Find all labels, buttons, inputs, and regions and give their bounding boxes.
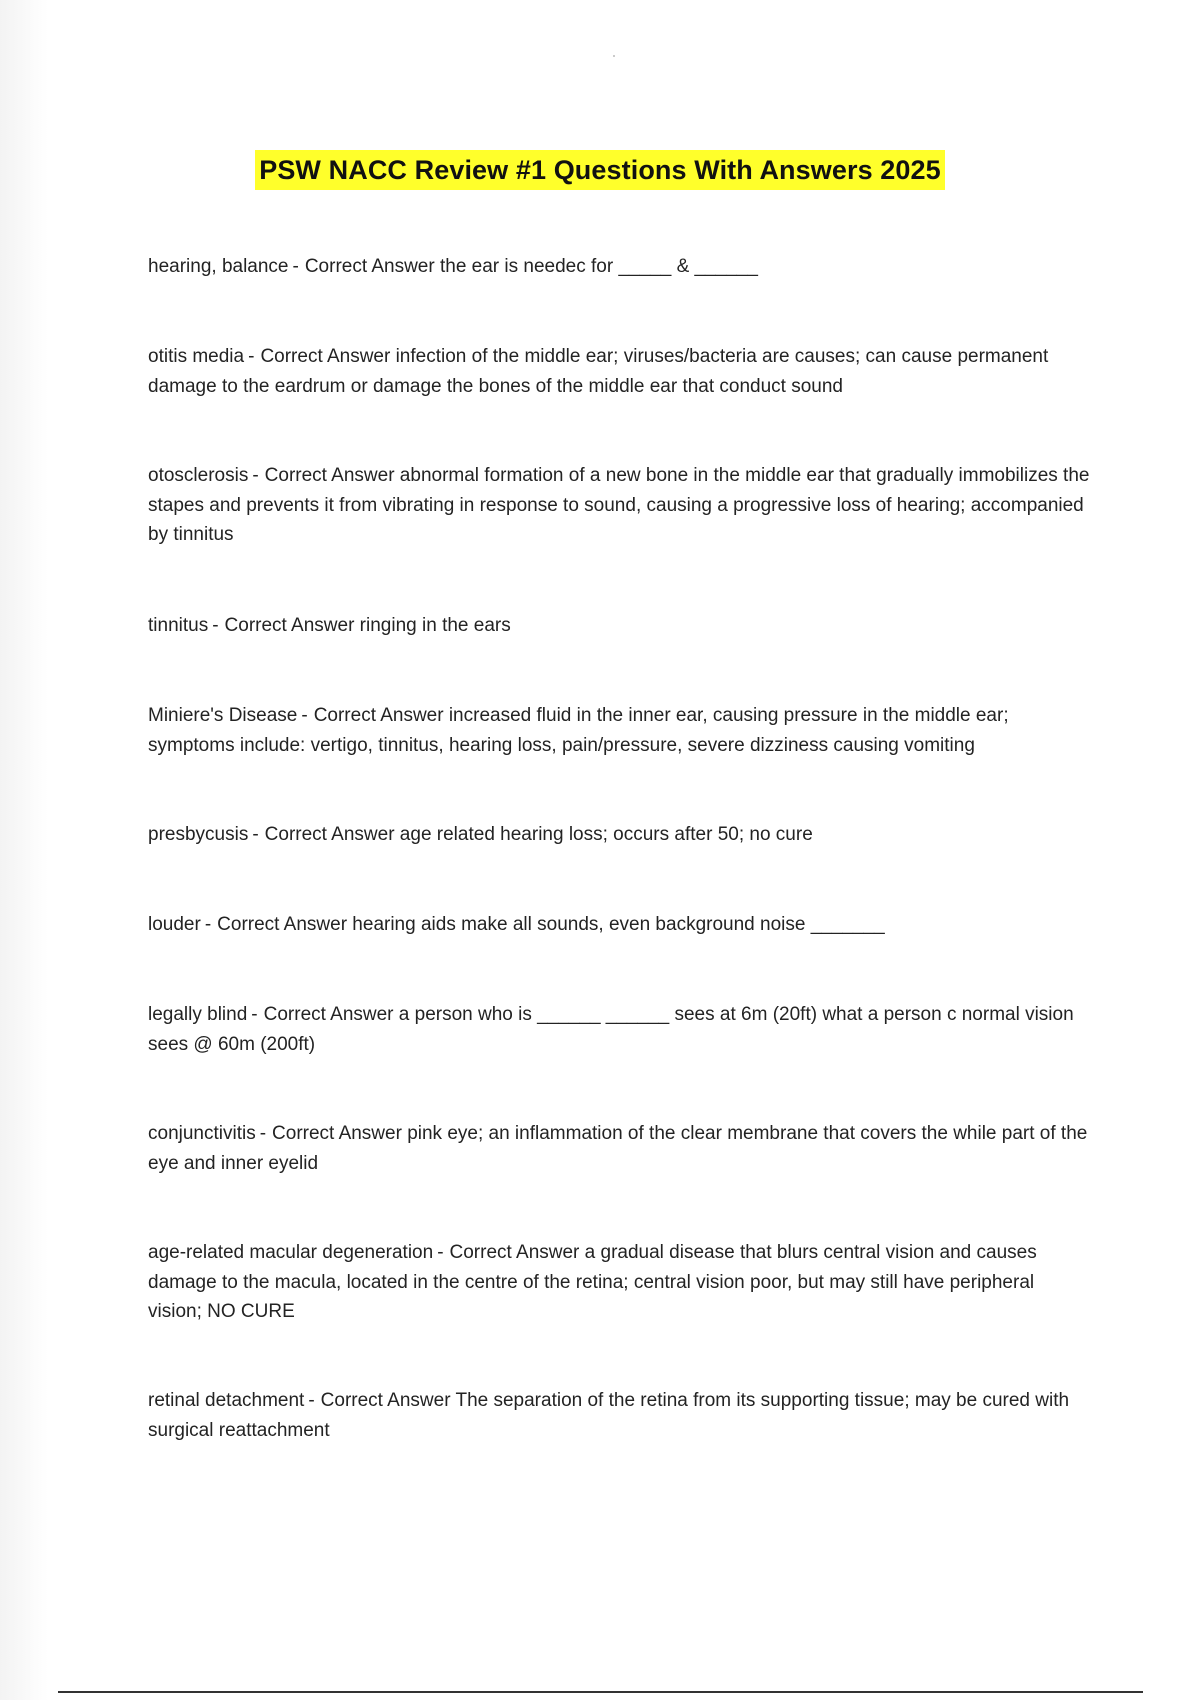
qa-entry-4 [148, 611, 1093, 641]
scan-speck [613, 55, 615, 57]
separator: - [212, 615, 219, 636]
answer: Correct Answer infection of the middle ear; viruses/bacteria are causes; can cause permanent damage to the eardrum or damage the bones of the middle ear that conduct sound [148, 346, 1049, 397]
separator: - [308, 1390, 315, 1411]
term: louder [148, 914, 201, 935]
footer-rule [58, 1691, 1143, 1693]
separator: - [437, 1242, 444, 1263]
qa-entry-1 [148, 252, 1093, 282]
answer: Correct Answer The separation of the retina from its supporting tissue; may be cured with surgical reattachment [148, 1390, 1070, 1441]
term: presbycusis [148, 824, 249, 845]
answer: Correct Answer abnormal formation of a new bone in the middle ear that gradually immobilizes the stapes and prevents it from vibrating in response to sound, causing a progressive loss of hearing; accompanied by tinnitus [148, 465, 1090, 545]
document-title: PSW NACC Review #1 Questions With Answers 2025 [255, 150, 945, 190]
term: otosclerosis [148, 465, 249, 486]
answer: Correct Answer a person who is ______ ______ sees at 6m (20ft) what a person c normal vision sees @ 60m (200ft) [148, 1004, 1074, 1055]
scan-edge-shadow [0, 0, 48, 1700]
separator: - [252, 465, 259, 486]
qa-entry-10 [148, 1238, 1093, 1327]
qa-entry-9 [148, 1119, 1093, 1178]
answer: Correct Answer ringing in the ears [224, 615, 511, 636]
qa-entry-2 [148, 342, 1093, 401]
separator: - [204, 914, 212, 935]
qa-entry-6 [148, 820, 1093, 850]
separator: - [301, 705, 308, 726]
term: legally blind [148, 1004, 248, 1025]
answer: Correct Answer hearing aids make all sounds, even background noise _______ [217, 914, 885, 935]
separator: - [252, 824, 259, 845]
qa-entry-3 [148, 461, 1093, 550]
qa-entry-11 [148, 1386, 1093, 1445]
answer: Correct Answer age related hearing loss; occurs after 50; no cure [264, 824, 813, 845]
separator: - [248, 346, 255, 367]
title-block [0, 150, 1200, 190]
term: retinal detachment [148, 1390, 305, 1411]
separator: - [292, 256, 299, 277]
term: otitis media [148, 346, 245, 367]
term: tinnitus [148, 615, 209, 636]
separator: - [259, 1123, 267, 1144]
separator: - [251, 1004, 258, 1025]
qa-entry-7 [148, 910, 1093, 940]
qa-entry-8 [148, 1000, 1093, 1059]
term: hearing, balance [148, 256, 289, 277]
term: age-related macular degeneration [148, 1242, 434, 1263]
term: Miniere's Disease [148, 705, 298, 726]
answer: Correct Answer increased fluid in the inner ear, causing pressure in the middle ear; symptoms include: vertigo, tinnitus, hearing loss, pain/pressure, severe dizziness causing vomiting [148, 705, 1009, 756]
term: conjunctivitis [148, 1123, 256, 1144]
answer: Correct Answer the ear is needec for _____ & ______ [304, 256, 758, 277]
qa-entry-5 [148, 701, 1093, 760]
answer: Correct Answer pink eye; an inflammation of the clear membrane that covers the while part of the eye and inner eyelid [148, 1123, 1088, 1174]
answer: Correct Answer a gradual disease that blurs central vision and causes damage to the macula, located in the centre of the retina; central vision poor, but may still have peripheral vision; NO CURE [148, 1242, 1037, 1322]
